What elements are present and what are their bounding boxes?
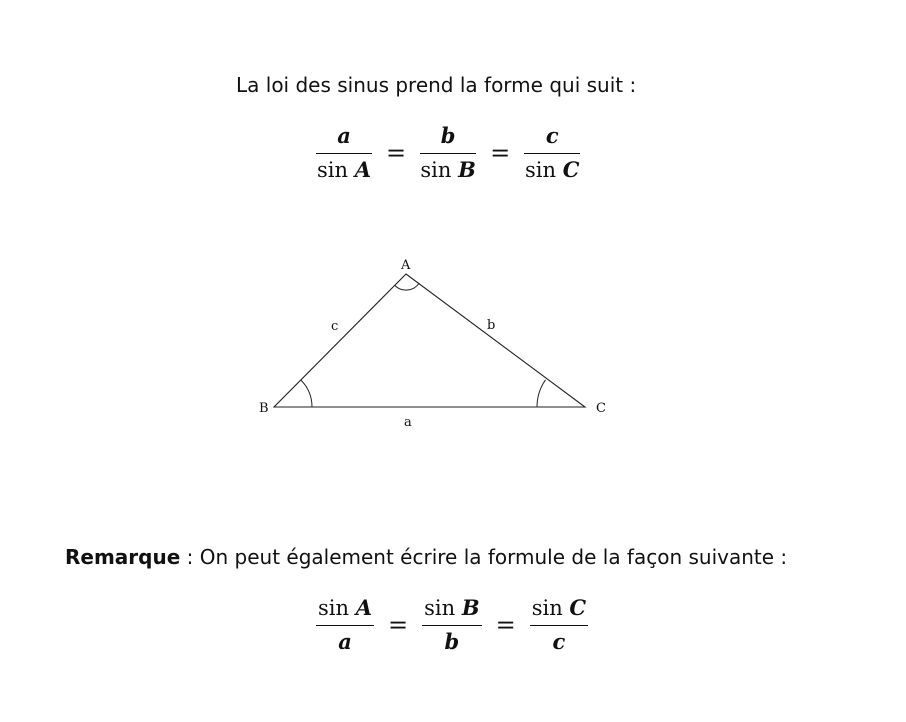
numerator [530, 595, 588, 626]
numerator [316, 595, 374, 626]
equals-sign: = [388, 611, 409, 639]
variable: a [338, 629, 352, 654]
fraction-a-over-sinA [312, 123, 376, 183]
remark-text: : On peut également écrire la formule de la façon suivante : [180, 545, 788, 569]
vertex-label-B: B [259, 401, 269, 416]
variable: A [354, 157, 371, 182]
fraction-b-over-sinB [416, 123, 480, 183]
triangle-figure [250, 250, 620, 435]
variable: A [355, 595, 373, 620]
fraction-sinB-over-b [418, 595, 485, 655]
numerator [422, 595, 481, 626]
variable: b [440, 123, 456, 148]
numerator [316, 123, 372, 154]
variable: C [569, 595, 587, 620]
variable: b [444, 629, 460, 654]
variable: C [562, 157, 580, 182]
sin-function: sin [316, 158, 349, 182]
variable: c [545, 123, 559, 148]
inverse-law-of-sines-formula [312, 595, 592, 655]
numerator [524, 123, 580, 154]
angle-arc-B [301, 380, 312, 407]
equals-sign: = [495, 611, 516, 639]
variable: B [458, 157, 476, 182]
denominator [317, 154, 371, 183]
equals-sign: = [386, 139, 407, 167]
denominator [420, 154, 475, 183]
angle-arc-A [395, 283, 420, 290]
denominator [525, 154, 579, 183]
angle-arc-C [537, 380, 546, 407]
law-of-sines-formula [312, 123, 584, 183]
equals-sign: = [490, 139, 511, 167]
fraction-sinA-over-a [312, 595, 378, 655]
denominator [319, 626, 371, 655]
numerator [420, 123, 476, 154]
fraction-c-over-sinC [520, 123, 584, 183]
fraction-sinC-over-c [526, 595, 592, 655]
side-label-a: a [404, 415, 412, 430]
vertex-label-C: C [596, 401, 606, 416]
sin-function: sin [318, 596, 350, 620]
sin-function: sin [525, 158, 557, 182]
denominator [426, 626, 478, 655]
side-label-b: b [487, 318, 496, 333]
denominator [533, 626, 585, 655]
side-label-c: c [331, 319, 339, 334]
variable: c [552, 629, 566, 654]
triangle-outline [274, 274, 585, 407]
variable: a [337, 123, 351, 148]
sin-function: sin [420, 158, 452, 182]
remark-keyword: Remarque [65, 545, 181, 569]
vertex-label-A: A [401, 258, 411, 273]
remark-paragraph [65, 545, 787, 569]
sin-function: sin [531, 596, 563, 620]
sin-function: sin [424, 596, 456, 620]
intro-text: La loi des sinus prend la forme qui suit : [236, 73, 637, 97]
variable: B [461, 595, 480, 620]
